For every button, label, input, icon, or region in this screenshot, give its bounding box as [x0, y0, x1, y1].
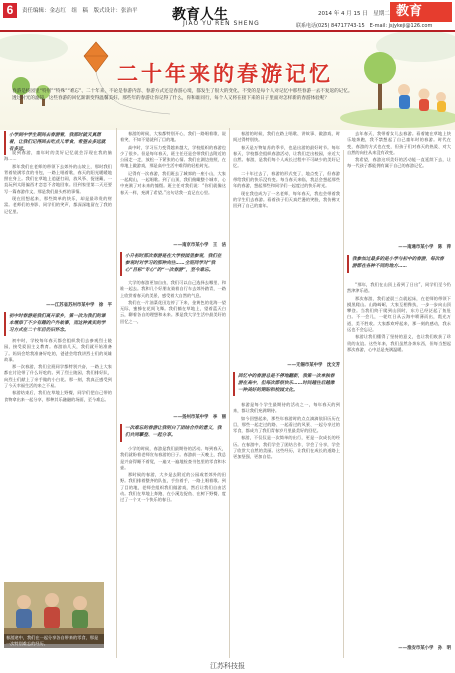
article-body: 小学的时候，春游是我们最期待的活动。每到春天，我们就盼着老师宣布春游的日子。春游前一天晚上，我总是兴奋得睡不着觉，一遍又一遍地检查书包里的零食和水壶。 那时候的春游，大多是去附近的公园或者郊外的田野。我们排着整齐的队伍，手拉着手，一路上唱着歌。到了目的地，老师会组织我们做游戏，然后让我们自由活动。我们在草地上奔跑、在小溪边捉鱼、在树下野餐，度过了一个又一个快乐的春日。: [120, 446, 226, 503]
column-divider: [229, 128, 230, 658]
article-body: 去年春天，我带着女儿去春游。看着她在草地上快乐地奔跑，我不禁想起了自己童年时的春游。时代在变，春游的方式也在变，但孩子们对春天的热爱、对大自然的向往从来没有改变。 我希望，春游这项美好的活动能一直延续下去，让每一代孩子都能拥有属于自己的春游记忆。: [347, 131, 451, 169]
article-kicker: 小升初时那次春游是在大学校园里参观，我们在参观时对学习的那种向往……全班同学对“我心”目标“专心”的“一次春游”，至今难忘。: [120, 252, 226, 276]
feature-title: 二十年来的春游记忆: [117, 61, 333, 86]
editors-line: 责任编辑：金志红 组 稿 版式设计：张治平: [22, 8, 138, 14]
column-divider: [116, 128, 117, 658]
article-body: 春游的时候，我们在路上唱歌、讲故事、做游戏，时间过得特别快。 春天是万物复苏的季节，也是出游的最好时节。每年春天，学校都会组织春游活动，让我们走出校园，亲近大自然。春游，是我们每个人成长过程中不可缺少的美好记忆。 二十年过去了，春游的形式变了，地点变了，但春游带给我们的快乐没有变。每当春天来临，我总会想起那些年的春游，想起那些和同学们一起度过的快乐时光。 现在我也成为了一名老师，每年春天，我也会带着我的学生们去春游。看着孩子们天真烂漫的笑脸，我仿佛又回到了自己的童年。: [233, 131, 340, 209]
article-kicker: 一次难忘的春游让我明白了团结合作的意义，我们共同攀登、一起分享。: [120, 424, 226, 442]
article-kicker: 初中时春游是我们离开家乡，第一次为我们的课本增添了不少有趣的户外故事，而这种真实的学习方式在二十年后仍旧怀念。: [4, 312, 112, 336]
photo-caption: 春游途中，我们在一起分享各自带来的零食，那是一次特别难忘的经历。: [4, 634, 104, 648]
section-title: 教育人生: [172, 7, 228, 23]
article-kicker: 回忆中的春游总是不停地翻新，我第一次单独春游在高中，但每次都很快乐……时间越往后越像一种美好的期盼和校园文化。: [233, 372, 340, 396]
article-body: 大学的春游更加自由，我们可以自己选择去哪里、和谁一起去。我和几个好朋友骑着自行车去郊外踏青，一路上欣赏着春天的美景，感受着大自然的气息。 我们在一片油菜花田边停了下来，金黄色的花海一望无际，蜜蜂在花间飞舞。我们躺在草地上，望着蓝天白云，聊着各自的理想和未来。那是我大学生活中最美好的回忆之一。: [120, 280, 226, 324]
article-byline: ——南通市某小学 陈 萍: [398, 245, 451, 250]
article-kicker: 小学到中学生期间去春游看，我那时就天真想着，让我们记得回去吃点儿零食，希望去多远就有多远。: [4, 131, 112, 155]
article-byline: ——淮安市某小学 孙 明: [398, 646, 451, 651]
column-divider: [343, 150, 344, 658]
article-byline: ——江苏省苏州市某中学 徐 平: [46, 303, 112, 308]
feature-lead: 春游是校园里“特别”“特殊”“难忘”、二十年来，不论是春游内容、春游方式还是春游心境，都发生了很大的变化。不变的是每个人对记忆中那些春游一去不复返的记忆。透过时光的滤镜，这些春游的回忆渐渐变得温馨美好。那些年的春游让你记得了什么，你和谁同行，每个人又将在接下来的日子里面对怎样新的春游体验呢？: [12, 89, 353, 101]
section-pinyin: JIAO YU REN SHENG: [183, 20, 260, 27]
article-kicker: 我参加过最多的是小学与初中的春游，每次春游都在各种不同的地方……: [347, 255, 451, 273]
article-body: 春游的时候，大家都特别开心，我们一路唱着歌、说着笑，不知不觉就到了目的地。 高中时，学习压力变得越来越大，学校组织的春游也少了很多。但是每年春天，班主任还是会带我们去附近的公园走一走，放松一下紧张的心情。我们在湖边拍照，在草地上做游戏，那是高中生活中难得的轻松时光。 记得有一次春游，我们班去了城郊的一座小山，大家一起爬山，一起唱歌。到了山顶，我们俯瞰整个城市，心中充满了对未来的憧憬。班主任对我们说：“你们就像这春天一样，充满了希望。”这句话我一直记在心里。: [120, 131, 226, 195]
page-footer: 江苏科技报: [210, 662, 245, 670]
brand-logo: 教育: [390, 2, 452, 22]
article-body: “那年，我们在山顶上看到了日出”，同学们至今仍然津津乐道。 那次春游，我们凌晨三点就起床，在老师的带领下摸黑爬山。山路崎岖，大家互相搀扶，一步一步向山顶攀登。当我们终于爬到山顶时，东方已经泛起了鱼肚白。不一会儿，一轮红日从云海中喷薄而出，霞光万道，美不胜收。大家都欢呼起来，那一刻的感动，我永远也不会忘记。 春游让我们懂得了坚持的意义，也让我们收获了珍贵的友谊。这些年来，我们虽然各奔东西，但每当想起那次春游，心中总是充满温暖。: [347, 282, 451, 352]
article-byline: ——扬州市某中学 李 丽: [173, 415, 226, 420]
page-number: 6: [3, 3, 17, 18]
contact-line: 联系电话(025) 84717743-15 E-mail: jsjykeji@126.com: [296, 23, 433, 29]
article-byline: ——南京市某小学 王 洁: [173, 243, 226, 248]
article-body: 说到春游，童年时的美好记忆就会浮现在我的脑海…… 那年我们在老师的带领下去郊外的山坡上，那时我们背着装满零食的书包，一路上唱着歌，春天的阳光暖暖地照在身上。我们在草地上追逐打闹，放风筝、捉迷藏，一直玩到太阳偏西才恋恋不舍地回家。回到家里第二天还要写一篇春游作文，那是我们最头疼的事情。 现在回想起来，那些简单的快乐，却是最珍贵的财富。老师们的身影、同学们的笑声，都深深地留在了我的记忆里。: [4, 150, 112, 214]
article-body: 初中时，学校每年春天都会组织我们去参观烈士陵园，接受爱国主义教育。春游前几天，我们就开始准备了。妈妈会给我准备好吃的，爸爸会给我讲烈士们的英雄故事。 那一次春游，我们全班同学都特别兴奋，一路上大家都在讨论带了什么好吃的。到了烈士陵园，我们排好队，向烈士们献上了亲手做的小白花。那一刻，我真正感受到了今天幸福生活的来之不易。 春游结束后，我们在草地上野餐，同学们把自己带的食物拿出来一起分享，那种其乐融融的场面，至今难忘。: [4, 338, 112, 402]
article-byline: ——无锡市某中学 沈文芳: [287, 363, 340, 368]
issue-date: 2014 年 4 月 15 日 星期二: [318, 11, 390, 17]
article-body: 春游是每个学生最期待的活动之一，每年春天的到来，都让我们充满期待。 如今回想起来，那些年春游时的点点滴滴依旧历历在目，那些一起走过的路、一起看过的风景、一起分享过的零食，都成为了我们青春岁月里最美好的回忆。 春游，不仅仅是一次简单的出行，更是一次成长的经历。在春游中，我们学会了团结合作，学会了分享，学会了欣赏大自然的美丽。这些经历，让我们在成长的道路上更加坚强、更加自信。: [233, 402, 340, 460]
